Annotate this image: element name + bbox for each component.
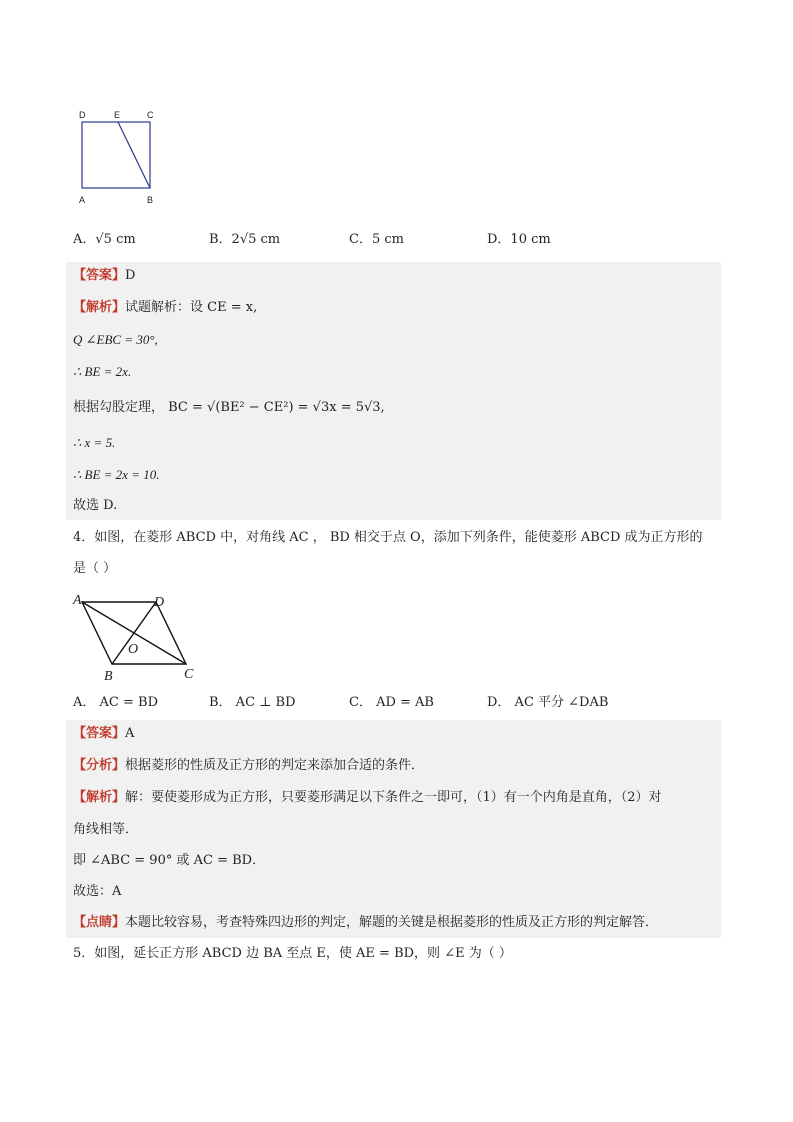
q3-option-b: B．2√5 cm	[209, 232, 281, 247]
fig1-label-e: E	[114, 110, 121, 120]
q4-fenxi-tag: 【分析】	[73, 758, 126, 773]
q3-analysis-tag: 【解析】	[73, 300, 126, 315]
q3-analysis-text-0: 试题解析：设 CE = x,	[125, 300, 258, 315]
q3-analysis-line-5: ∴ BE = 2x = 10.	[73, 467, 160, 482]
q5-stem: 5．如图，延长正方形 ABCD 边 BA 至点 E，使 AE = BD，则 ∠E 为（ ）	[73, 946, 512, 961]
fig2-label-o: O	[128, 642, 139, 657]
q4-jiexi-line-1	[73, 788, 662, 808]
q4-jiexi-line-2: 角线相等．	[73, 822, 139, 837]
q3-analysis-line-2: ∴ BE = 2x.	[73, 364, 132, 379]
q4-jiexi-line-3: 即 ∠ABC = 90° 或 AC = BD．	[73, 853, 266, 868]
q4-answer-line	[73, 724, 134, 744]
q4-stem-line-1: 4．如图，在菱形 ABCD 中，对角线 AC ， BD 相交于点 O，添加下列条件，能使菱形 ABCD 成为正方形的	[73, 530, 703, 545]
q4-jiexi-tag: 【解析】	[73, 790, 126, 805]
q4-fenxi-text: 根据菱形的性质及正方形的判定来添加合适的条件．	[125, 758, 425, 773]
q4-option-d: D． AC 平分 ∠DAB	[487, 695, 609, 710]
q4-answer-panel	[66, 720, 721, 938]
q4-answer-tag: 【答案】	[73, 726, 126, 741]
q3-option-a: A．√5 cm	[73, 232, 136, 247]
fig1-label-a: A	[79, 195, 86, 205]
q3-answer-tag: 【答案】	[73, 268, 126, 283]
q4-fenxi-line	[73, 756, 424, 776]
q3-option-d: D．10 cm	[487, 232, 551, 247]
q3-analysis-line-4: ∴ x = 5.	[73, 435, 116, 450]
q4-option-c: C． AD = AB	[349, 695, 434, 710]
fig1-label-b: B	[147, 195, 154, 205]
q4-dianjing-line	[73, 913, 658, 933]
q3-answer-line	[73, 266, 135, 286]
fig1-label-c: C	[147, 110, 154, 120]
q4-dianjing-text: 本题比较容易，考查特殊四边形的判定，解题的关键是根据菱形的性质及正方形的判定解答．	[125, 915, 659, 930]
q3-answer-value: D	[125, 268, 136, 283]
q3-analysis-line-1: Q ∠EBC = 30°,	[73, 332, 158, 347]
q4-jiexi-text-1: 解：要使菱形成为正方形，只要菱形满足以下条件之一即可，（1）有一个内角是直角，（2）对	[125, 790, 662, 805]
q3-analysis-line-0	[73, 298, 257, 318]
rhombus-figure	[70, 590, 200, 686]
fig2-label-a: A	[73, 593, 82, 608]
q4-jiexi-line-4: 故选：A	[73, 884, 122, 899]
q4-stem-line-2: 是（ ）	[73, 561, 117, 576]
q4-option-b: B． AC ⊥ BD	[209, 695, 296, 710]
fig2-label-c: C	[184, 667, 194, 682]
fig1-label-d: D	[79, 110, 86, 120]
fig2-label-b: B	[104, 669, 113, 684]
q3-analysis-line-3: 根据勾股定理， BC = √(BE² − CE²) = √3x = 5√3,	[73, 400, 385, 415]
square-figure	[74, 108, 160, 208]
q3-option-c: C．5 cm	[349, 232, 404, 247]
q3-analysis-line-6: 故选 D.	[73, 498, 118, 513]
q4-answer-value: A	[125, 726, 135, 741]
fig2-label-d: D	[154, 595, 165, 610]
q4-option-a: A． AC = BD	[73, 695, 158, 710]
q4-dianjing-tag: 【点睛】	[73, 915, 126, 930]
